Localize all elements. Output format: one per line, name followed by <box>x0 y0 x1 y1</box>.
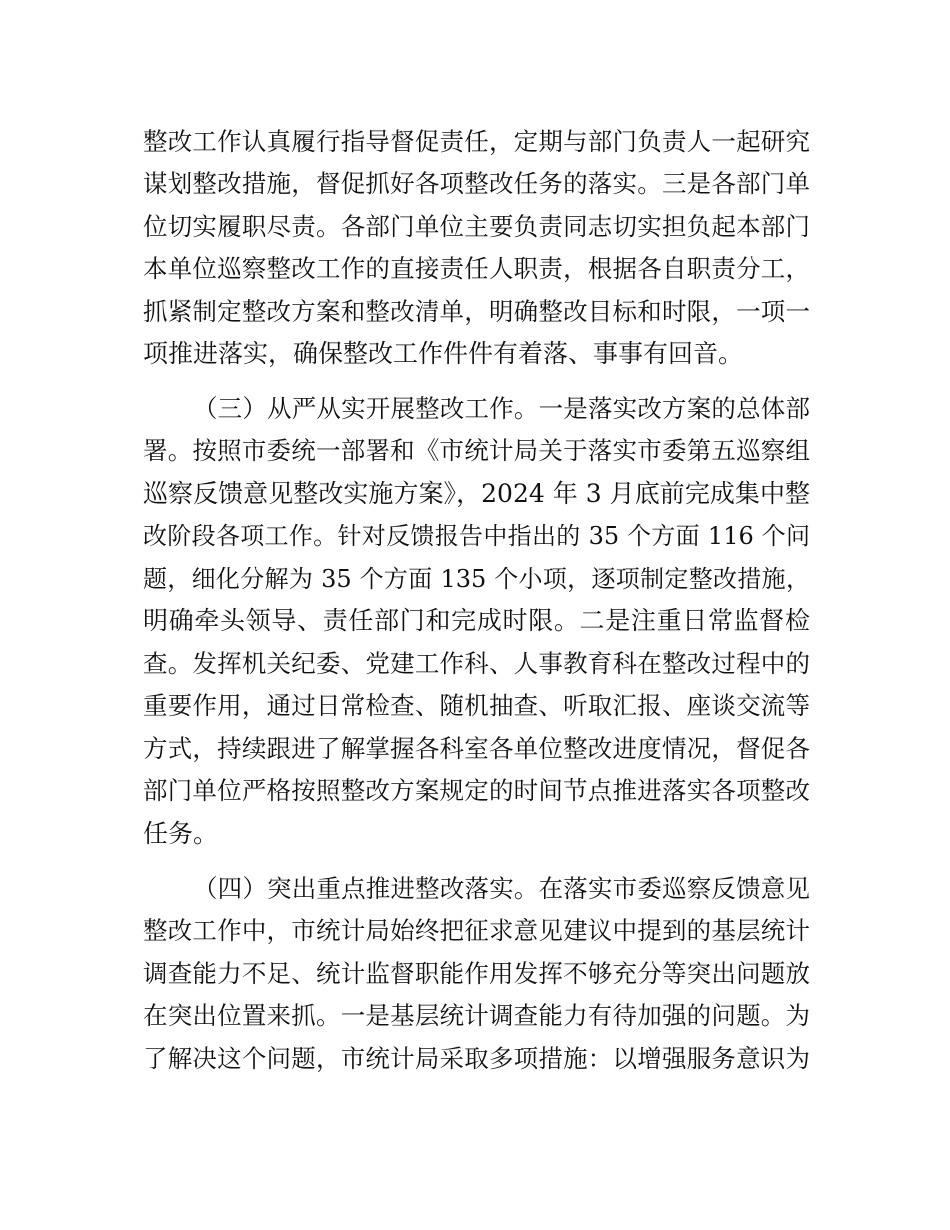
text-line: 在突出位置来抓。一是基层统计调查能力有待加强的问题。为 <box>143 1001 810 1030</box>
text-line: 明确牵头领导、责任部门和完成时限。二是注重日常监督检 <box>143 606 810 635</box>
text-line: 部门单位严格按照整改方案规定的时间节点推进落实各项整改 <box>143 776 810 805</box>
text-line: 整改工作认真履行指导督促责任，定期与部门负责人一起研究 <box>143 127 810 156</box>
text-line: （三）从严从实开展整改工作。一是落实改方案的总体部 <box>193 394 810 423</box>
text-line: 重要作用，通过日常检查、随机抽查、听取汇报、座谈交流等 <box>143 691 810 720</box>
text-line: 查。发挥机关纪委、党建工作科、人事教育科在整改过程中的 <box>143 649 810 678</box>
text-line: 抓紧制定整改方案和整改清单，明确整改目标和时限，一项一 <box>143 297 810 326</box>
text-line: 改阶段各项工作。针对反馈报告中指出的 35 个方面 116 个问 <box>143 522 810 550</box>
text-line: 任务。 <box>143 819 219 848</box>
text-line: 巡察反馈意见整改实施方案》，2024 年 3 月底前完成集中整 <box>143 479 810 508</box>
text-line: 题，细化分解为 35 个方面 135 个小项，逐项制定整改措施， <box>143 565 810 593</box>
text-line: 本单位巡察整改工作的直接责任人职责，根据各自职责分工， <box>143 254 810 283</box>
text-line: 方式，持续跟进了解掌握各科室各单位整改进度情况，督促各 <box>143 734 810 763</box>
text-line: 项推进落实，确保整改工作件件有着落、事事有回音。 <box>143 339 744 368</box>
text-line: 位切实履职尽责。各部门单位主要负责同志切实担负起本部门 <box>143 212 810 241</box>
text-line: 调查能力不足、统计监督职能作用发挥不够充分等突出问题放 <box>143 959 810 988</box>
text-line: （四）突出重点推进整改落实。在落实市委巡察反馈意见 <box>193 874 810 903</box>
text-line: 整改工作中，市统计局始终把征求意见建议中提到的基层统计 <box>143 916 810 945</box>
text-line: 署。按照市委统一部署和《市统计局关于落实市委第五巡察组 <box>143 436 810 465</box>
text-line: 谋划整改措施，督促抓好各项整改任务的落实。三是各部门单 <box>143 169 810 198</box>
text-line: 了解决这个问题，市统计局采取多项措施：以增强服务意识为 <box>143 1044 810 1073</box>
